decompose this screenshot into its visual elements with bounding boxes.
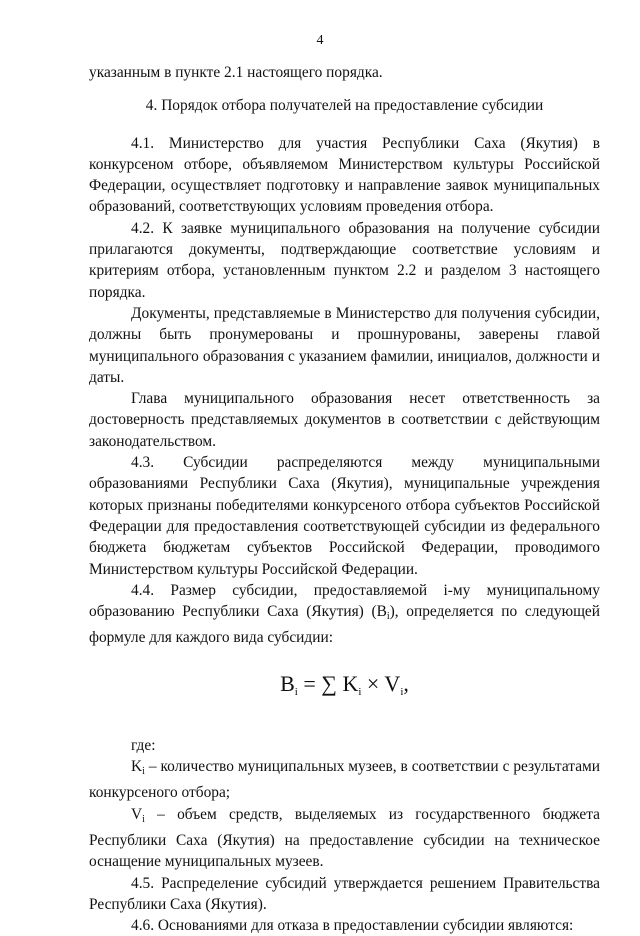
definition-v-text: – объем средств, выделяемых из государственного бюджета Республики Саха (Якутия) на предоставление субсидии на техническое оснащение муниципальных музеев. [89,805,600,871]
paragraph-4-3: 4.3. Субсидии распределяются между муниципальными образованиями Республики Саха (Якутия), муниципальные учреждения которых признаны победителями конкурсеного отбора субъектов Российской Федерации для предоставления соответствующей субсидии из федерального бюджета бюджетам субъектов Российской Федерации, проводимого Министерством культуры Российской Федерации. [89,454,600,578]
document-body [89,62,600,936]
paragraph-4-4-end: ), определяется по следующей формуле для каждого вида субсидии: [89,603,600,647]
formula-k-subscript: i [358,685,362,698]
where-label: где: [131,736,156,754]
paragraph-4-4 [89,580,600,649]
paragraph-documents: Документы, представляемые в Министерство для получения субсидии, должны быть пронумерованы и прошнурованы, заверены главой муниципального образования с указанием фамилии, инициалов, должности и даты. [89,304,600,386]
paragraph-4-5: 4.5. Распределение субсидий утверждается решением Правительства Республики Саха (Якутия). [89,874,600,913]
intro-line: указанным в пункте 2.1 настоящего порядка. [89,64,383,81]
definition-v-subscript: i [142,813,145,825]
definition-k-text: – количество муниципальных музеев, в соответствии с результатами конкурсеного отбора; [89,758,600,802]
paragraph-4-4-subscript: i [386,611,390,623]
definition-v [89,804,600,873]
paragraph-head-responsibility: Глава муниципального образования несет ответственность за достоверность представляемых документов в соответствии с действующим законодательством. [89,390,600,450]
formula-equals-sum: = ∑ [297,670,343,696]
formula-lhs: B [280,670,295,696]
formula-tail: , [403,670,409,696]
paragraph-4-2: 4.2. К заявке муниципального образования на получение субсидии прилагаются документы, подтверждающие соответствие условиям и критериям отбора, установленным пунктом 2.2 и разделом 3 настоящего порядка. [89,219,600,301]
definition-k-symbol: K [131,758,143,776]
formula-times: × [361,670,385,696]
formula-k: K [342,670,359,696]
subsidy-formula [89,671,600,705]
definition-k-subscript: i [142,766,145,778]
page-number: 4 [316,33,324,48]
formula-v: V [384,670,401,696]
definition-v-symbol: V [131,805,143,823]
definition-k [89,756,600,804]
paragraph-4-6: 4.6. Основаниями для отказа в предоставлении субсидии являются: [131,917,574,935]
paragraph-4-1: 4.1. Министерство для участия Республики Саха (Якутия) в конкурсеном отборе, объявляемом Министерством культуры Российской Федерации, осуществляет подготовку и направление заявок муниципальных образований, соответствующих условиям проведения отбора. [89,134,600,216]
section-heading: 4. Порядок отбора получателей на предоставление субсидии [145,97,544,115]
formula-v-subscript: i [400,685,404,698]
paragraph-4-4-start: 4.4. Размер субсидии, предоставляемой i-му муниципальному образованию Республики Саха (Якутия) (B [89,581,600,621]
formula-lhs-subscript: i [294,685,298,698]
